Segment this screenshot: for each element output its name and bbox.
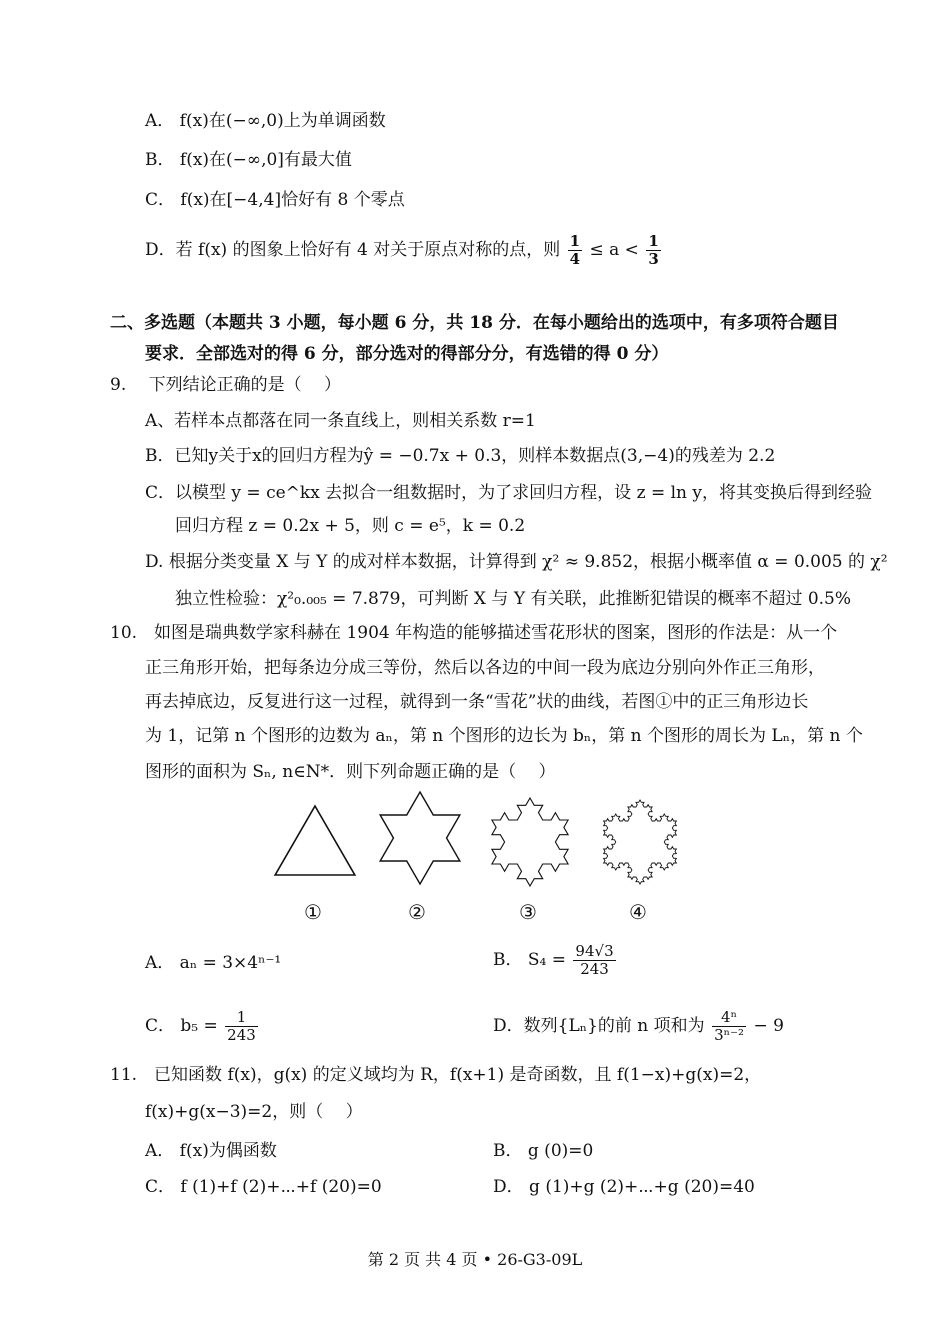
- koch-figure-3: [492, 798, 568, 886]
- q10-option-d: [493, 1009, 784, 1044]
- koch-snowflake-figures: [265, 790, 695, 940]
- q10-stem-line1: 10. 如图是瑞典数学家科赫在 1904 年构造的能够描述雪花形状的图案，图形的作法是：从一个: [110, 623, 838, 643]
- q10-option-b-text: B． S₄ =: [493, 950, 567, 970]
- q11-option-c: C． f (1)+f (2)+⋯+f (20)=0: [145, 1177, 382, 1197]
- q8-option-d: [145, 233, 663, 268]
- fig-label-3: ③: [519, 900, 537, 924]
- q8-d-f1-den: 4: [569, 250, 581, 268]
- q10-d-den: 3ⁿ⁻²: [714, 1026, 745, 1044]
- q8-option-b: B． f(x)在(−∞,0]有最大值: [145, 150, 352, 170]
- q8-d-inequality: ≤ a <: [589, 240, 639, 260]
- koch-figure-2: [380, 792, 460, 884]
- q10-c-den: 243: [227, 1026, 256, 1044]
- q10-d-num: 4ⁿ: [712, 1009, 746, 1027]
- q10-option-d-suffix: − 9: [753, 1016, 784, 1036]
- q10-option-c-text: C． b₅ =: [145, 1016, 218, 1036]
- q11-option-d: D． g (1)+g (2)+⋯+g (20)=40: [493, 1177, 755, 1197]
- q8-d-fraction-2: [646, 233, 660, 268]
- q9-option-c-line1: C．以模型 y = ce^kx 去拟合一组数据时，为了求回归方程，设 z = ln y，将其变换后得到经验: [145, 483, 872, 503]
- fig-label-2: ②: [408, 900, 426, 924]
- q10-option-d-text: D．数列{Lₙ}的前 n 项和为: [493, 1016, 705, 1036]
- q8-option-a: A． f(x)在(−∞,0)上为单调函数: [145, 111, 386, 131]
- q9-option-b: B．已知y关于x的回归方程为ŷ = −0.7x + 0.3，则样本数据点(3,−4)的残差为 2.2: [145, 446, 776, 466]
- q10-stem-line5: 图形的面积为 Sₙ, n∈N*．则下列命题正确的是（ ）: [145, 762, 556, 782]
- q10-d-fraction: [712, 1009, 746, 1044]
- fig-label-1: ①: [304, 900, 322, 924]
- page-footer: 第 2 页 共 4 页 • 26-G3-09L: [367, 1250, 583, 1269]
- q10-stem-line4: 为 1，记第 n 个图形的边数为 aₙ，第 n 个图形的边长为 bₙ，第 n 个图形的周长为 Lₙ，第 n 个: [145, 726, 863, 746]
- q9-option-c-line2: 回归方程 z = 0.2x + 5，则 c = e⁵，k = 0.2: [175, 516, 526, 536]
- koch-figure-4: [604, 800, 677, 884]
- q8-d-fraction-1: [568, 233, 582, 268]
- q9-option-d-line2: 独立性检验：χ²₀.₀₀₅ = 7.879，可判断 X 与 Y 有关联，此推断犯错误的概率不超过 0.5%: [175, 589, 852, 609]
- q10-b-den: 243: [580, 960, 609, 978]
- q11-option-a: A． f(x)为偶函数: [145, 1141, 277, 1161]
- q11-stem-line1: 11. 已知函数 f(x)，g(x) 的定义域均为 R，f(x+1) 是奇函数，且 f(1−x)+g(x)=2，: [110, 1065, 762, 1085]
- koch-figure-1: [275, 806, 355, 875]
- q10-stem-line2: 正三角形开始，把每条边分成三等份，然后以各边的中间一段为底边分别向外作正三角形，: [145, 658, 825, 678]
- q8-d-f2-num: 1: [648, 232, 659, 250]
- q10-stem-line3: 再去掉底边，反复进行这一过程，就得到一条“雪花”状的曲线，若图①中的正三角形边长: [145, 692, 809, 712]
- q8-option-d-text: D．若 f(x) 的图象上恰好有 4 对关于原点对称的点，则: [145, 240, 561, 260]
- q8-option-c: C． f(x)在[−4,4]恰好有 8 个零点: [145, 190, 405, 210]
- q10-c-fraction: [225, 1009, 258, 1044]
- q10-option-c: [145, 1009, 260, 1044]
- section2-heading-line1: 二、多选题（本题共 3 小题，每小题 6 分，共 18 分．在每小题给出的选项中，有多项符合题目: [110, 313, 839, 333]
- q10-b-fraction: [573, 943, 615, 978]
- q11-option-b: B． g (0)=0: [493, 1141, 594, 1161]
- q9-option-d-line1: D. 根据分类变量 X 与 Y 的成对样本数据，计算得到 χ² ≈ 9.852，根据小概率值 α = 0.005 的 χ²: [145, 552, 888, 572]
- koch-figures-svg: [265, 790, 695, 900]
- q9-stem: 9. 下列结论正确的是（ ）: [110, 375, 342, 395]
- fig-label-4: ④: [629, 900, 647, 924]
- section2-heading-line2: 要求．全部选对的得 6 分，部分选对的得部分分，有选错的得 0 分）: [145, 344, 669, 364]
- q10-option-a: A． aₙ = 3×4ⁿ⁻¹: [145, 953, 282, 973]
- q10-c-num: 1: [225, 1009, 258, 1027]
- q8-d-f1-num: 1: [569, 232, 581, 250]
- q11-stem-line2: f(x)+g(x−3)=2，则（ ）: [145, 1102, 363, 1122]
- q10-option-b: [493, 943, 618, 978]
- q8-d-f2-den: 3: [648, 250, 659, 268]
- q9-option-a: A、若样本点都落在同一条直线上，则相关系数 r=1: [145, 411, 536, 431]
- q10-b-num: 94√3: [575, 942, 614, 960]
